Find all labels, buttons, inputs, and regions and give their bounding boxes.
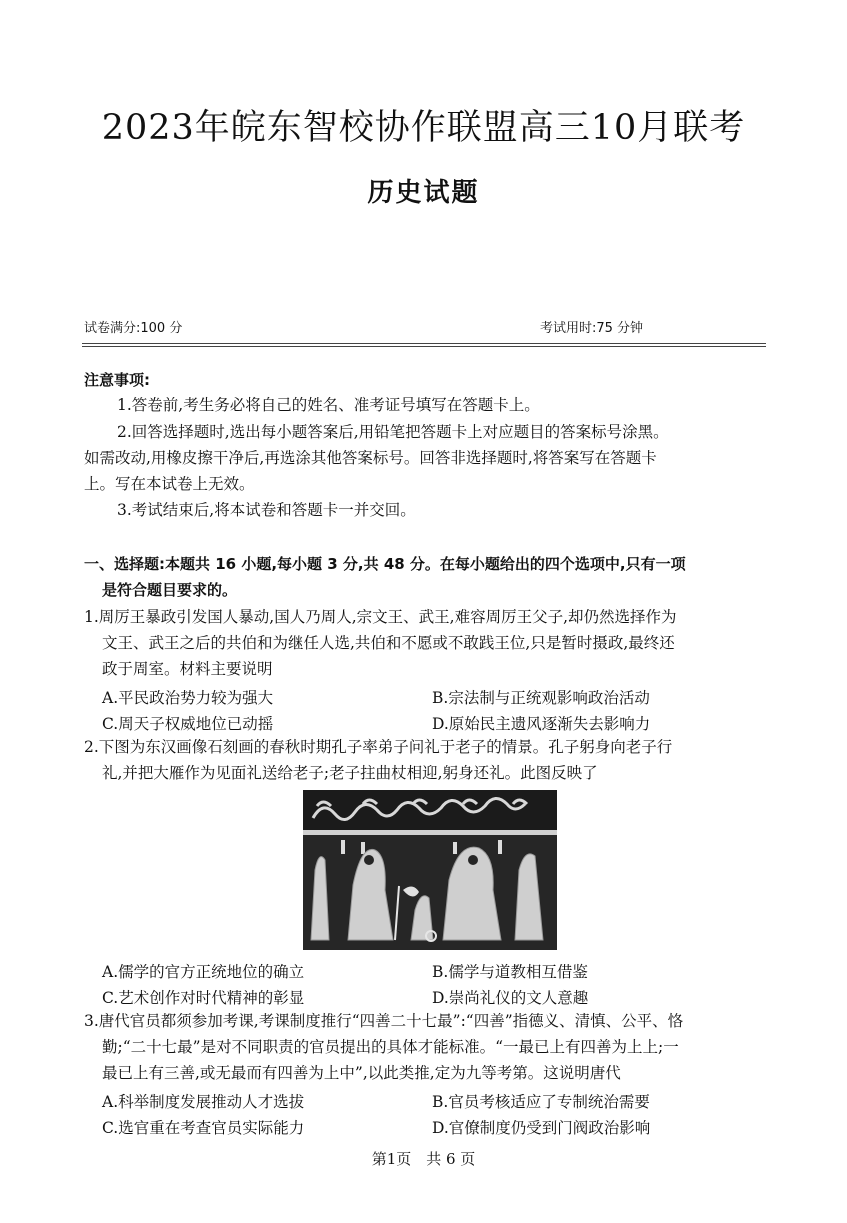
question-3-stem: 3.唐代官员都须参加考课,考课制度推行“四善二十七最”:“四善”指德义、清慎、公平、恪 bbox=[84, 1012, 684, 1030]
question-1-option-c: C.周天子权威地位已动摇 bbox=[102, 715, 274, 733]
header-divider-top bbox=[82, 343, 766, 344]
notice-line: 3.考试结束后,将本试卷和答题卡一并交回。 bbox=[117, 501, 416, 519]
header-divider-bottom bbox=[82, 346, 766, 347]
section-heading-cont: 是符合题目要求的。 bbox=[102, 581, 238, 599]
question-2-stem: 礼,并把大雁作为见面礼送给老子;老子拄曲杖相迎,躬身还礼。此图反映了 bbox=[102, 764, 598, 782]
question-2-option-b: B.儒学与道教相互借鉴 bbox=[432, 963, 588, 981]
notice-line: 2.回答选择题时,选出每小题答案后,用铅笔把答题卡上对应题目的答案标号涂黑。 bbox=[117, 423, 669, 441]
question-3-option-a: A.科举制度发展推动人才选拔 bbox=[102, 1093, 305, 1111]
notice-line: 1.答卷前,考生务必将自己的姓名、准考证号填写在答题卡上。 bbox=[117, 396, 540, 414]
question-2-option-a: A.儒学的官方正统地位的确立 bbox=[102, 963, 305, 981]
full-score: 试卷满分:100 分 bbox=[84, 321, 183, 336]
question-3-stem: 最已上有三善,或无最而有四善为上中”,以此类推,定为九等考第。这说明唐代 bbox=[102, 1064, 621, 1082]
notice-title: 注意事项: bbox=[84, 371, 150, 389]
question-1-option-a: A.平民政治势力较为强大 bbox=[102, 689, 274, 707]
question-1-stem: 政于周室。材料主要说明 bbox=[102, 660, 273, 678]
notice-line: 上。写在本试卷上无效。 bbox=[84, 475, 255, 493]
question-2-stem: 2.下图为东汉画像石刻画的春秋时期孔子率弟子问礼于老子的情景。孔子躬身向老子行 bbox=[84, 738, 673, 756]
question-1-stem: 1.周厉王暴政引发国人暴动,国人乃周人,宗文王、武王,难容周厉王父子,却仍然选择作为 bbox=[84, 608, 677, 626]
question-1-stem: 文王、武王之后的共伯和为继任人选,共伯和不愿或不敢践王位,只是暂时摄政,最终还 bbox=[102, 634, 675, 652]
question-2-option-c: C.艺术创作对时代精神的彰显 bbox=[102, 989, 305, 1007]
exam-title: 2023年皖东智校协作联盟高三10月联考 bbox=[101, 108, 746, 148]
page-footer: 第1页 共 6 页 bbox=[371, 1150, 476, 1168]
question-3-option-d: D.官僚制度仍受到门阀政治影响 bbox=[432, 1119, 651, 1137]
question-1-option-b: B.宗法制与正统观影响政治活动 bbox=[432, 689, 650, 707]
question-3-stem: 勤;“二十七最”是对不同职责的官员提出的具体才能标准。“一最已上有四善为上上;一 bbox=[102, 1038, 679, 1056]
exam-subtitle: 历史试题 bbox=[367, 178, 480, 208]
question-3-option-b: B.官员考核适应了专制统治需要 bbox=[432, 1093, 650, 1111]
exam-duration: 考试用时:75 分钟 bbox=[540, 321, 644, 336]
question-3-option-c: C.选官重在考查官员实际能力 bbox=[102, 1119, 305, 1137]
stone-relief-image bbox=[303, 790, 557, 950]
question-2-option-d: D.崇尚礼仪的文人意趣 bbox=[432, 989, 589, 1007]
question-1-option-d: D.原始民主遗风逐渐失去影响力 bbox=[432, 715, 651, 733]
section-heading: 一、选择题:本题共 16 小题,每小题 3 分,共 48 分。在每小题给出的四个选项中,只有一项 bbox=[84, 555, 686, 573]
notice-line: 如需改动,用橡皮擦干净后,再选涂其他答案标号。回答非选择题时,将答案写在答题卡 bbox=[84, 449, 657, 467]
